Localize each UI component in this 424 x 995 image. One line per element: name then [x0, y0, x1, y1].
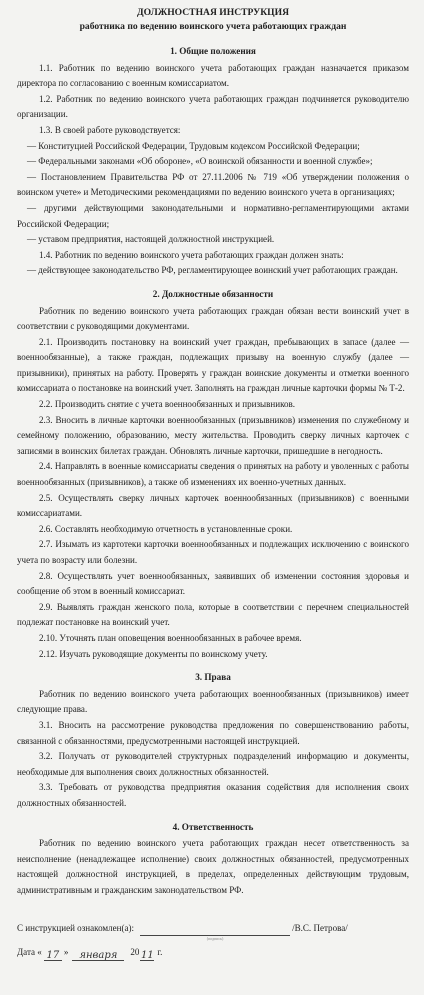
paragraph: 1.3. В своей работе руководствуется: [39, 124, 181, 135]
paragraph: 2.1. Производить постановку на воинский учет граждан, пребывающих в запасе (далее — военнообязанные), а также граждан, подлежащих призыву на военную службу (далее — призывники), принятых на работу. Проверять у граждан воинские документы и отметки военного комиссариата о постановке на воинский учет. Заполнять на граждан личные карточки формы № Т-2. [17, 336, 409, 394]
list-item: — другими действующими законодательными и нормативно-регламентирующими актами Российской Федерации; [17, 202, 409, 229]
date-label: Дата « [17, 947, 42, 958]
document-title: ДОЛЖНОСТНАЯ ИНСТРУКЦИЯ [136, 7, 290, 18]
paragraph: 2.9. Выявлять граждан женского пола, которые в соответствии с перечнем специальностей подлежат постановке на воинский учет. [17, 601, 409, 628]
section-heading-rights: 3. Права [195, 672, 231, 683]
list-item: — Постановлением Правительства РФ от 27.11.2006 № 719 «Об утверждении положения о воинском учете» и Методическими рекомендациями по ведению воинского учета в организациях; [17, 171, 409, 198]
date-year-prefix: 20 [130, 947, 140, 958]
paragraph: 2.5. Осуществлять сверку личных карточек военнообязанных (призывников) с военными комиссариатами. [17, 492, 409, 519]
date-month-value: января [79, 950, 118, 962]
paragraph: Работник по ведению воинского учета работающих граждан обязан вести воинский учет в соответствии с руководящими документами. [17, 305, 409, 332]
paragraph: Работник по ведению воинского учета работающих военнообязанных (призывников) имеет следующие права. [17, 688, 409, 715]
paragraph: 2.7. Изымать из картотеки карточки военнообязанных и подлежащих исключению с воинского учета по возрасту или болезни. [17, 539, 409, 565]
acknowledgement-label: С инструкцией ознакомлен(а): [17, 922, 135, 933]
section-heading-duties: 2. Должностные обязанности [152, 288, 274, 299]
paragraph: 3.3. Требовать от руководства предприятия оказания содействия для исполнения своих должностных обязанностей. [17, 782, 409, 808]
list-item: — Федеральными законами «Об обороне», «О воинской обязанности и военной службе»; [27, 156, 373, 167]
paragraph: 3.2. Получать от руководителей структурных подразделений информацию и документы, необходимые для выполнения своих должностных обязанностей. [17, 751, 409, 777]
paragraph: 3.1. Вносить на рассмотрение руководства предложения по совершенствованию работы, связанной с обязанностями, предусмотренными настоящей инструкцией. [17, 719, 409, 746]
paragraph: 2.3. Вносить в личные карточки военнообязанных (призывников) изменения по служебному и семейному положению, образованию, месту жительства. Проводить сверку личных карточек с записями в воинских билетах граждан. Обновлять личные карточки, пришедшие в негодность. [17, 414, 409, 456]
paragraph: 1.1. Работник по ведению воинского учета работающих граждан назначается приказом директора по согласованию с военным комиссариатом. [17, 62, 409, 89]
paragraph: 2.12. Изучать руководящие документы по воинскому учету. [39, 648, 268, 659]
date-year-field[interactable] [140, 948, 154, 961]
document-subtitle: работника по ведению воинского учета работающих граждан [79, 21, 347, 32]
date-year-unit: г. [157, 947, 163, 958]
list-item: — уставом предприятия, настоящей должностной инструкцией. [27, 234, 275, 245]
date-day-value: 17 [46, 950, 60, 962]
date-row [17, 945, 409, 961]
paragraph: 1.4. Работник по ведению воинского учета работающих граждан должен знать: [39, 249, 344, 260]
date-year-value: 11 [141, 950, 154, 962]
signatory-name: /В.С. Петрова/ [292, 922, 348, 933]
paragraph: 1.2. Работник по ведению воинского учета работающих граждан подчиняется руководителю организации. [17, 93, 409, 120]
paragraph: 2.8. Осуществлять учет военнообязанных, заявивших об изменении состояния здоровья и сообщение об этом в военный комиссариат. [17, 570, 409, 597]
date-quote-close: » [63, 947, 69, 958]
signature-line[interactable] [140, 923, 290, 942]
paragraph: 2.4. Направлять в военные комиссариаты сведения о принятых на работу и уволенных с работы военнообязанных (призывников), а также об изменениях их военно-учетных данных. [17, 461, 409, 488]
paragraph: Работник по ведению воинского учета работающих граждан несет ответственность за неисполнение (ненадлежащее исполнение) своих должностных обязанностей, предусмотренных настоящей должностной инструкцией, в пределах, определенных действующим трудовым, административным и гражданским законодательством РФ. [17, 838, 409, 895]
paragraph: 2.10. Уточнять план оповещения военнообязанных в рабочее время. [39, 632, 302, 643]
acknowledgement-row [17, 920, 409, 942]
paragraph: 2.2. Производить снятие с учета военнообязанных и призывников. [39, 399, 296, 410]
list-item: — действующее законодательство РФ, регламентирующее воинский учет работающих граждан. [27, 265, 398, 276]
date-day-field[interactable] [44, 948, 62, 961]
section-heading-responsibility: 4. Ответственность [172, 821, 254, 832]
list-item: — Конституцией Российской Федерации, Трудовым кодексом Российской Федерации; [27, 140, 360, 151]
signature-block [17, 920, 409, 960]
signature-hint: (подпись) [206, 936, 224, 942]
date-month-field[interactable] [72, 948, 124, 961]
paragraph: 2.6. Составлять необходимую отчетность в установленные сроки. [39, 523, 293, 534]
section-heading-general: 1. Общие положения [170, 46, 256, 56]
